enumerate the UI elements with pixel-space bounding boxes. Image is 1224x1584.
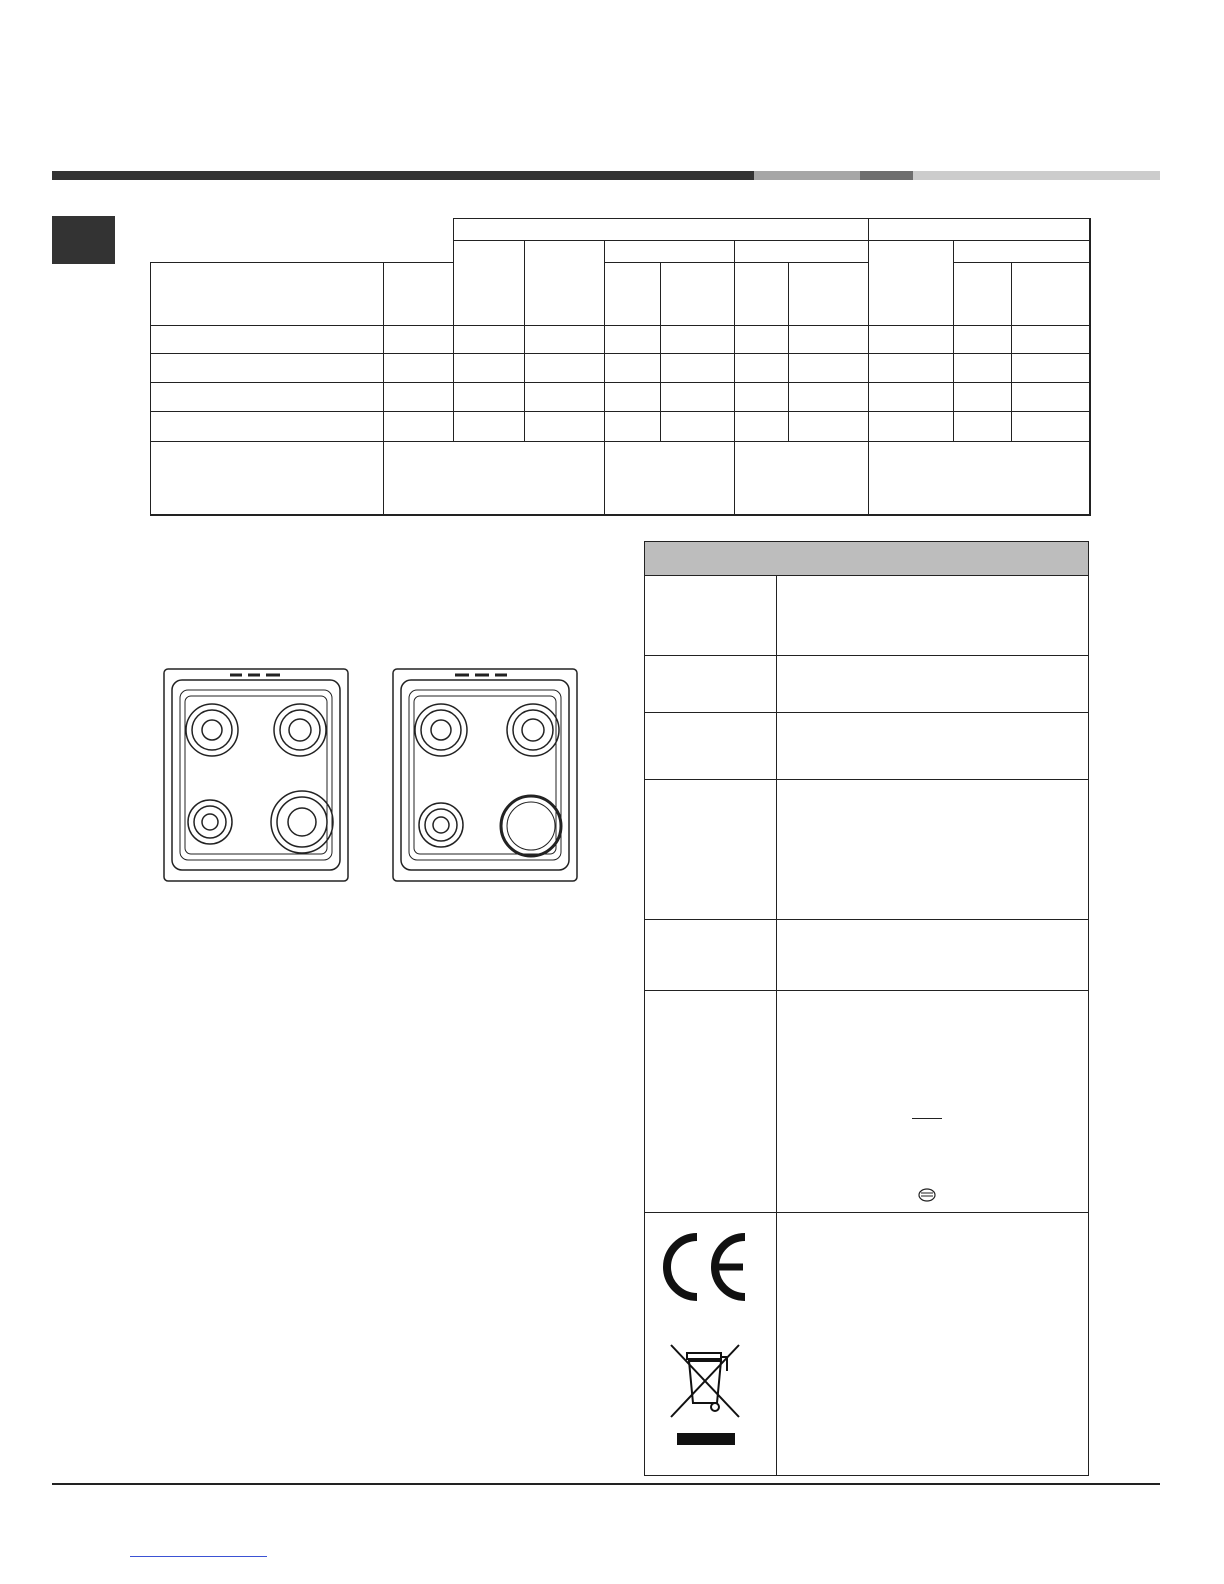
header-group-gas xyxy=(454,219,869,241)
table-row xyxy=(151,383,1090,412)
spec-row-marks xyxy=(645,1213,1089,1476)
header-bar-segment-light xyxy=(913,171,1160,180)
burner-top-right xyxy=(274,704,326,756)
spec-table-header xyxy=(645,542,1089,576)
table-row xyxy=(151,326,1090,354)
language-tab xyxy=(52,216,115,264)
spec-row xyxy=(645,713,1089,780)
table-footer-row xyxy=(151,442,1090,515)
dash-symbol-icon xyxy=(912,1118,942,1119)
spec-row xyxy=(645,656,1089,713)
spec-row xyxy=(645,576,1089,656)
table-header-row-1 xyxy=(151,219,1090,241)
burner-top-left xyxy=(415,704,467,756)
burner-specification-table xyxy=(150,218,1091,516)
technical-data-table xyxy=(644,541,1089,1476)
burner-bottom-right xyxy=(271,791,333,853)
header-color-bar xyxy=(52,171,1160,180)
hob-four-gas-burners-drawing xyxy=(160,666,352,884)
spec-row xyxy=(645,780,1089,920)
burner-bottom-left xyxy=(188,800,232,844)
table-row xyxy=(151,354,1090,383)
burner-bottom-left xyxy=(419,803,463,847)
header-bar-segment-mid xyxy=(754,171,860,180)
hotplate-bottom-right xyxy=(501,796,561,856)
spec-row xyxy=(645,920,1089,991)
burner-top-right xyxy=(507,704,559,756)
spec-row-energy xyxy=(645,991,1089,1213)
footer-link[interactable] xyxy=(130,1556,267,1557)
header-bar-segment-dark xyxy=(52,171,754,180)
crossed-out-wheelie-bin-icon xyxy=(669,1343,743,1449)
bottom-rule xyxy=(52,1483,1160,1485)
energy-label-icon xyxy=(918,1188,936,1202)
header-group-right xyxy=(869,219,1090,241)
table-row xyxy=(151,412,1090,442)
ce-mark-icon xyxy=(657,1233,749,1301)
burner-top-left xyxy=(186,704,238,756)
header-bar-segment-dark-grey xyxy=(860,171,913,180)
table-header-row-2 xyxy=(151,241,1090,263)
hob-three-burners-one-plate-drawing xyxy=(389,666,581,884)
